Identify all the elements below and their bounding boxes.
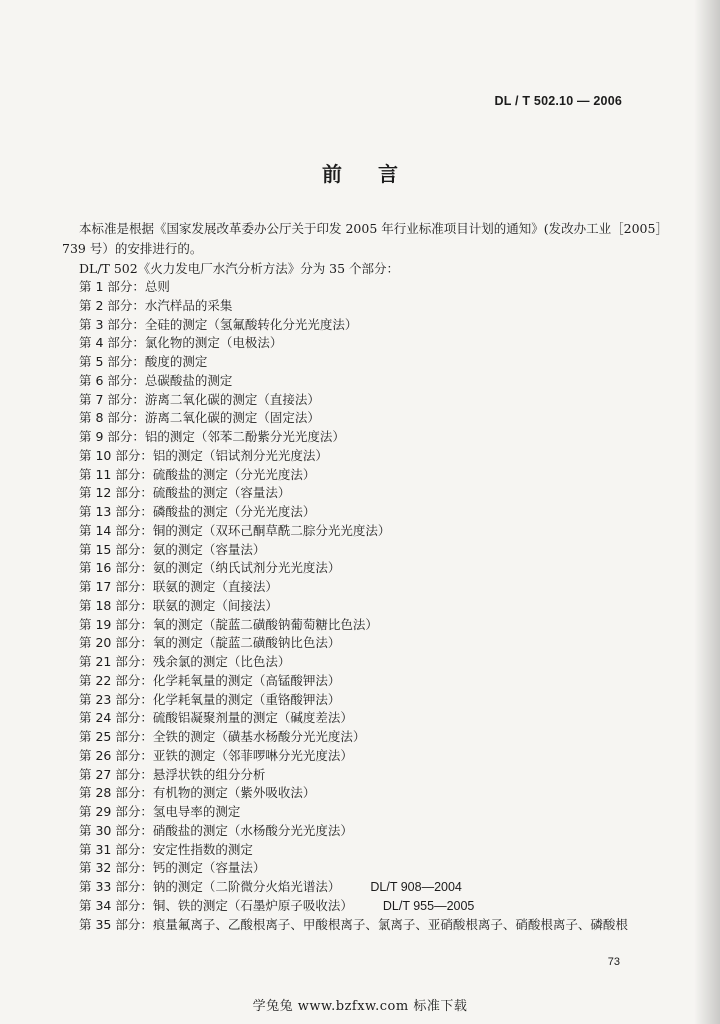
part-label: 第 6 部分： [79, 372, 145, 388]
page-title: 前言 [322, 162, 434, 186]
part-title: 氧的测定（靛蓝二磺酸钠葡萄糖比色法） [152, 616, 378, 632]
list-item [79, 897, 628, 916]
list-item [79, 634, 628, 653]
part-title: 化学耗氧量的测定（重铬酸钾法） [152, 691, 341, 707]
list-item [79, 541, 628, 560]
part-title: 联氨的测定（间接法） [152, 597, 278, 613]
part-label: 第 2 部分： [79, 297, 145, 313]
list-item [79, 353, 628, 372]
part-label: 第 31 部分： [79, 841, 153, 857]
part-title: 硫酸盐的测定（容量法） [152, 485, 291, 501]
list-item [79, 522, 628, 541]
part-label: 第 27 部分： [79, 766, 153, 782]
part-label: 第 22 部分： [79, 672, 153, 688]
list-item [79, 859, 628, 878]
part-label: 第 19 部分： [79, 616, 153, 632]
part-title: 游离二氧化碳的测定（固定法） [144, 410, 320, 426]
part-title: 磷酸盐的测定（分光光度法） [152, 504, 316, 519]
part-title: 亚铁的测定（邻菲啰啉分光光度法） [152, 747, 353, 763]
part-label: 第 12 部分： [79, 485, 153, 501]
part-title: 全铁的测定（磺基水杨酸分光光度法） [152, 729, 366, 744]
list-item [79, 447, 628, 466]
part-title: 化学耗氧量的测定（高锰酸钾法） [152, 672, 341, 688]
part-title: 钠的测定（二阶微分火焰光谱法） [152, 879, 341, 894]
part-label: 第 17 部分： [79, 579, 153, 594]
list-item [79, 616, 628, 635]
part-label: 第 9 部分： [79, 429, 145, 444]
list-item [79, 428, 628, 447]
part-label: 第 14 部分： [79, 522, 153, 538]
part-label: 第 24 部分： [79, 710, 153, 726]
watermark-footer: 学兔兔 www.bzfxw.com 标准下载 [252, 999, 468, 1014]
part-title: 总则 [144, 279, 170, 294]
part-label: 第 34 部分： [79, 897, 153, 913]
part-label: 第 33 部分： [79, 879, 153, 894]
part-title: 硫酸铝凝聚剂量的测定（碱度差法） [152, 710, 353, 726]
list-item [79, 691, 628, 710]
list-item [79, 484, 628, 503]
part-label: 第 18 部分： [79, 597, 153, 613]
part-label: 第 29 部分： [79, 804, 153, 819]
part-label: 第 11 部分： [79, 466, 153, 482]
part-label: 第 21 部分： [79, 654, 153, 669]
part-title: 总碳酸盐的测定 [144, 372, 233, 388]
part-title: 酸度的测定 [144, 354, 208, 369]
list-item [79, 709, 628, 728]
part-title: 联氨的测定（直接法） [152, 579, 278, 594]
list-item [79, 559, 628, 578]
list-item [79, 672, 628, 691]
part-label: 第 16 部分： [79, 560, 153, 576]
parts-list [79, 278, 628, 934]
list-item [79, 334, 628, 353]
part-title: 铜、铁的测定（石墨炉原子吸收法） [152, 897, 353, 913]
list-item [79, 878, 628, 897]
part-label: 第 15 部分： [79, 541, 153, 557]
list-item [79, 297, 628, 316]
list-item [79, 822, 628, 841]
list-item [79, 597, 628, 616]
page-edge-shadow [694, 0, 720, 1024]
page-number: 73 [607, 956, 620, 968]
part-label: 第 3 部分： [79, 316, 145, 332]
intro-paragraph-2: DL/T 502《火力发电厂水汽分析方法》分为 35 个部分： [79, 261, 400, 276]
list-item [79, 503, 628, 522]
part-title: 氯化物的测定（电极法） [144, 335, 283, 351]
list-item [79, 784, 628, 803]
part-title: 氢电导率的测定 [152, 804, 241, 819]
part-standard-ref: DL/T 908—2004 [370, 880, 462, 894]
part-label: 第 13 部分： [79, 504, 153, 519]
part-label: 第 10 部分： [79, 447, 153, 463]
list-item [79, 391, 628, 410]
part-label: 第 7 部分： [79, 391, 145, 407]
part-title: 铝的测定（邻苯二酚紫分光光度法） [144, 429, 345, 444]
part-title: 铝的测定（铝试剂分光光度法） [152, 447, 328, 463]
part-label: 第 1 部分： [79, 279, 145, 294]
part-title: 氨的测定（容量法） [152, 541, 266, 557]
part-label: 第 23 部分： [79, 691, 153, 707]
part-label: 第 30 部分： [79, 822, 153, 838]
list-item [79, 409, 628, 428]
part-title: 安定性指数的测定 [152, 841, 253, 857]
list-item [79, 747, 628, 766]
part-title: 钙的测定（容量法） [152, 860, 266, 876]
part-title: 氨的测定（纳氏试剂分光光度法） [152, 560, 341, 576]
part-title: 痕量氟离子、乙酸根离子、甲酸根离子、氯离子、亚硝酸根离子、硝酸根离子、磷酸根 [152, 916, 628, 932]
list-item [79, 916, 628, 935]
part-label: 第 5 部分： [79, 354, 145, 369]
part-label: 第 8 部分： [79, 410, 145, 426]
intro-paragraph-1: 本标准是根据《国家发展改革委办公厅关于印发 2005 年行业标准项目计划的通知》(发改办工业［2005］739 号）的安排进行的。 [62, 221, 662, 256]
list-item [79, 278, 628, 297]
part-label: 第 25 部分： [79, 729, 153, 744]
part-title: 悬浮状铁的组分分析 [152, 766, 266, 782]
part-title: 全硅的测定（氢氟酸转化分光光度法） [144, 316, 358, 332]
part-label: 第 20 部分： [79, 635, 153, 651]
part-label: 第 32 部分： [79, 860, 153, 876]
list-item [79, 466, 628, 485]
part-title: 游离二氧化碳的测定（直接法） [144, 391, 320, 407]
part-standard-ref: DL/T 955—2005 [382, 898, 475, 913]
intro-section [62, 219, 664, 279]
part-label: 第 35 部分： [79, 916, 153, 932]
part-label: 第 28 部分： [79, 785, 153, 801]
part-title: 硫酸盐的测定（分光光度法） [152, 466, 316, 482]
part-title: 有机物的测定（紫外吸收法） [152, 785, 316, 801]
list-item [79, 653, 628, 672]
list-item [79, 841, 628, 860]
part-title: 氧的测定（靛蓝二磺酸钠比色法） [152, 635, 341, 651]
list-item [79, 728, 628, 747]
part-label: 第 26 部分： [79, 747, 153, 763]
list-item [79, 578, 628, 597]
list-item [79, 803, 628, 822]
part-title: 残余氯的测定（比色法） [152, 654, 291, 669]
part-title: 硝酸盐的测定（水杨酸分光光度法） [152, 822, 353, 838]
list-item [79, 316, 628, 335]
list-item [79, 372, 628, 391]
standard-code: DL / T 502.10 — 2006 [494, 94, 622, 108]
part-title: 水汽样品的采集 [144, 297, 233, 313]
list-item [79, 766, 628, 785]
part-label: 第 4 部分： [79, 335, 145, 351]
part-title: 铜的测定（双环己酮草酰二腙分光光度法） [152, 522, 391, 538]
